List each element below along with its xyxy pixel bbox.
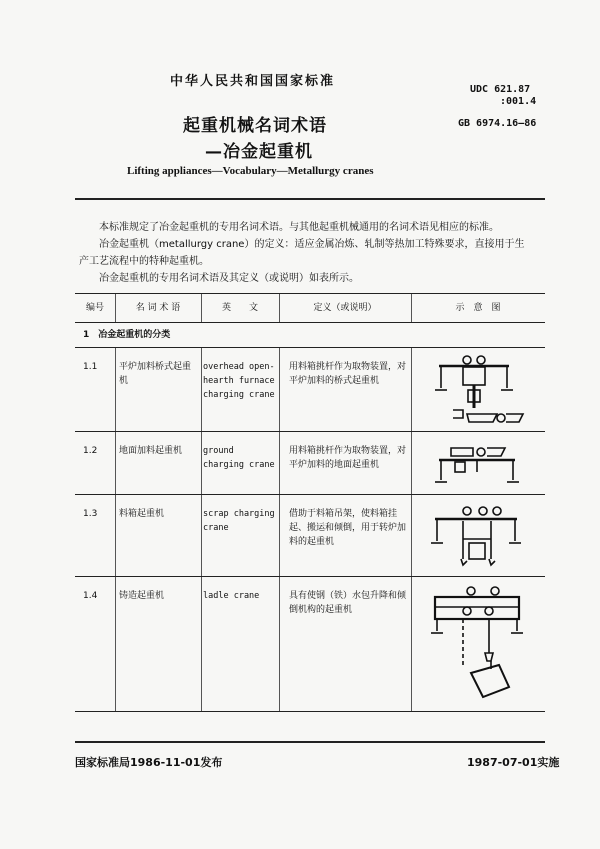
section-heading: 1 冶金起重机的分类: [75, 323, 545, 348]
row-number: 1.3: [83, 509, 98, 519]
udc-code: [470, 84, 536, 108]
table-row: [75, 432, 545, 495]
row-definition: 借助于料箱吊架，使料箱挂起、搬运和倾倒，用于转炉加料的起重机: [289, 509, 407, 547]
terms-table: [75, 293, 545, 712]
gb-number: GB 6974.16—86: [458, 118, 537, 129]
row-number: 1.2: [83, 446, 98, 456]
issuer-date: 国家标准局1986-11-01发布: [75, 756, 223, 769]
header-no: 编号: [85, 303, 104, 313]
effective-date: 1987-07-01实施: [467, 756, 560, 769]
row-term: 铸造起重机: [119, 591, 165, 601]
header-definition: 定义（或说明）: [313, 303, 377, 313]
footer-rule: [75, 741, 545, 743]
top-rule: [75, 198, 545, 200]
country-standard-heading: 中华人民共和国国家标准: [170, 74, 336, 89]
figure-ground-crane: [411, 436, 545, 492]
row-english: scrap charging crane: [203, 509, 275, 533]
intro-paragraph-3: 冶金起重机的专用名词术语及其定义（或说明）如表所示。: [99, 273, 359, 284]
intro-paragraph-2-continued: 产工艺流程中的特种起重机。: [79, 256, 209, 267]
row-definition: 用料箱挑杆作为取物装置，对平炉加料的桥式起重机: [289, 362, 407, 386]
row-number: 1.4: [83, 591, 98, 601]
intro-paragraph-1: 本标准规定了冶金起重机的专用名词术语。与其他起重机械通用的名词术语见相应的标准。: [99, 222, 499, 233]
row-number: 1.1: [83, 362, 98, 372]
header-english: 英 文: [221, 303, 258, 313]
introduction: [79, 219, 547, 287]
document-title: 起重机械名词术语: [183, 116, 327, 136]
row-term: 地面加料起重机: [119, 446, 183, 456]
row-definition: 具有使钢（铁）水包升降和倾倒机构的起重机: [289, 591, 407, 615]
udc-line-2: :001.4: [500, 96, 537, 107]
figure-scrap-crane: [411, 499, 545, 573]
intro-paragraph-2: 冶金起重机（metallurgy crane）的定义：适应金属冶炼、轧制等热加工特殊要求，直接用于生: [99, 239, 525, 250]
table-row: [75, 577, 545, 711]
document-subtitle: —冶金起重机: [205, 142, 313, 162]
row-english: ladle crane: [203, 591, 260, 601]
english-title: Lifting appliances—Vocabulary—Metallurgy cranes: [127, 165, 374, 177]
row-english: ground charging crane: [203, 446, 275, 470]
udc-line-1: UDC 621.87: [470, 84, 531, 95]
figure-charging-crane: [411, 352, 545, 428]
table-header: [75, 294, 545, 323]
header-name: 名 词 术 语: [135, 303, 181, 313]
row-term: 平炉加料桥式起重机: [119, 362, 192, 386]
row-definition: 用料箱挑杆作为取物装置，对平炉加料的地面起重机: [289, 446, 407, 470]
figure-ladle-crane: [411, 581, 545, 705]
row-english: overhead open-hearth furnace charging crane: [203, 362, 275, 400]
header-figure: 示 意 图: [455, 303, 501, 313]
table-row: [75, 348, 545, 432]
table-row: [75, 495, 545, 577]
row-term: 料箱起重机: [119, 509, 165, 519]
